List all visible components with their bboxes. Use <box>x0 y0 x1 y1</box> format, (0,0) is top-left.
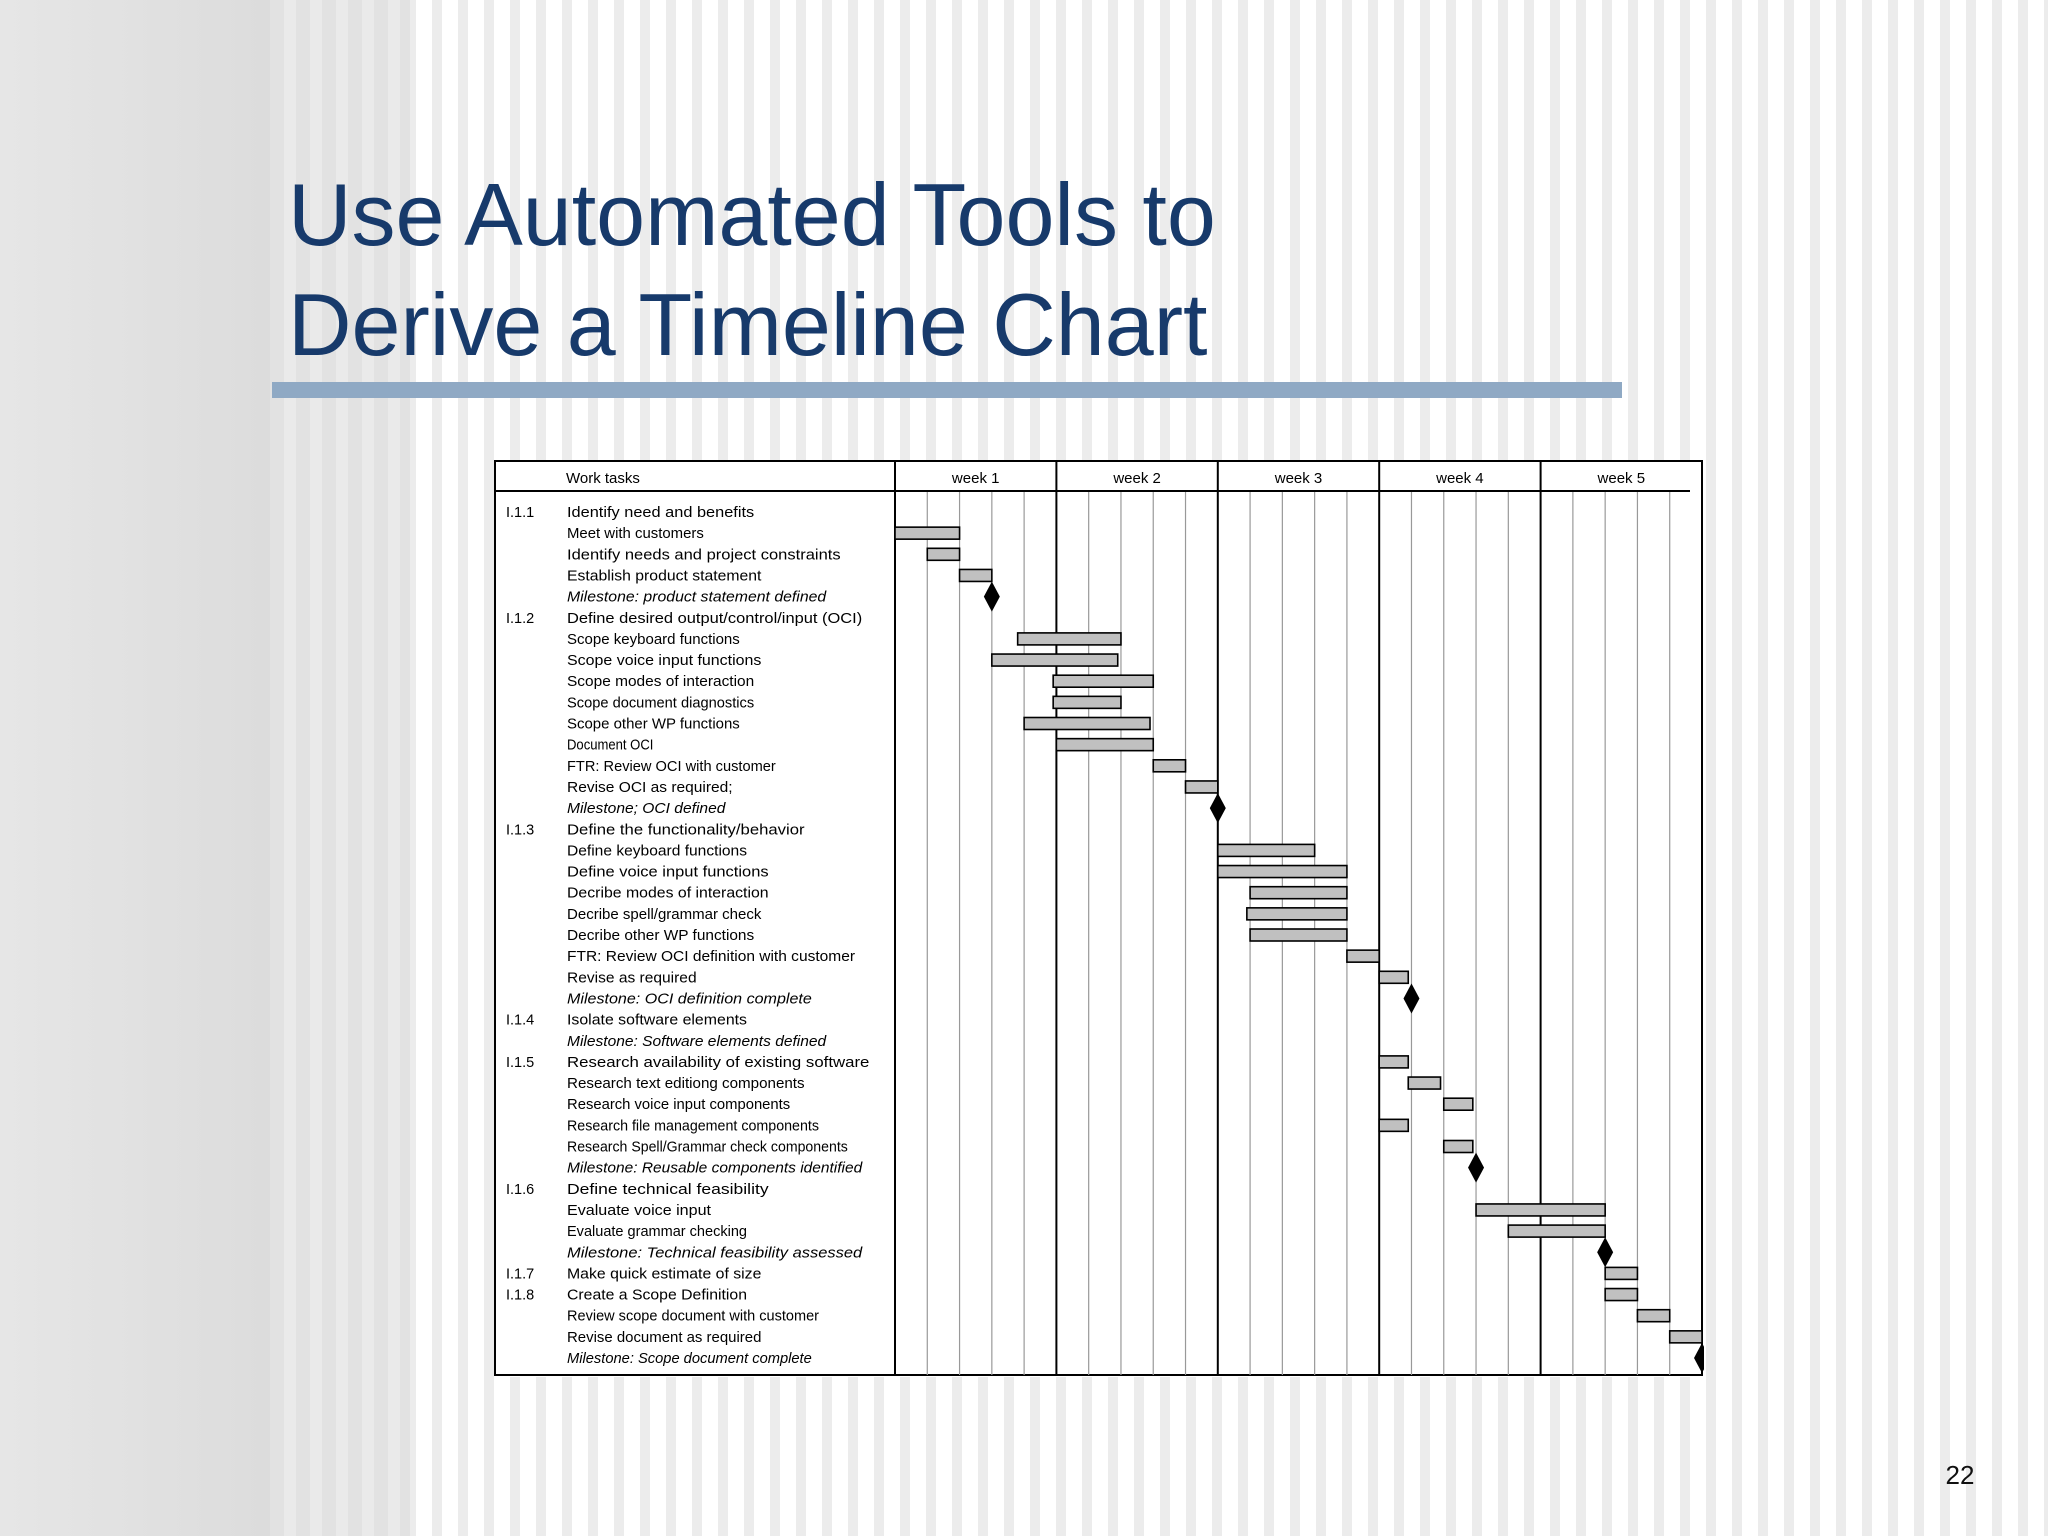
task-bar <box>1637 1310 1669 1322</box>
milestone-label: Milestone: Technical feasibility assessed <box>567 1245 864 1262</box>
task-label: Revise document as required <box>567 1329 762 1346</box>
task-bar <box>992 654 1118 666</box>
milestone-label: Milestone: OCI definition complete <box>567 991 812 1008</box>
week-header-label: week 3 <box>1274 470 1323 487</box>
task-label: Establish product statement <box>567 568 762 585</box>
task-bar <box>960 569 992 581</box>
milestone-label: Milestone: Reusable components identified <box>567 1160 864 1177</box>
task-label: Make quick estimate of size <box>567 1266 762 1283</box>
task-bar <box>895 527 960 539</box>
task-bar <box>1186 781 1218 793</box>
task-bar <box>1605 1267 1637 1279</box>
task-bar <box>1670 1331 1702 1343</box>
task-bar <box>1056 739 1153 751</box>
milestone-label: Milestone: product statement defined <box>567 589 828 606</box>
title-underline <box>272 382 1622 398</box>
task-label: Scope keyboard functions <box>567 631 740 648</box>
task-bar <box>1605 1289 1637 1301</box>
timeline-chart-svg <box>494 460 1704 1377</box>
slide-title-line-1: Use Automated Tools to <box>288 165 1216 264</box>
task-label: Identify need and benefits <box>567 505 755 521</box>
task-bar <box>1053 675 1153 687</box>
task-bar <box>1508 1225 1605 1237</box>
task-label: Scope document diagnostics <box>567 695 755 712</box>
task-id: I.1.3 <box>506 822 535 839</box>
task-label: Research voice input components <box>567 1097 791 1114</box>
task-bar <box>1347 950 1379 962</box>
week-header-label: week 1 <box>951 470 1000 487</box>
task-label: Research file management components <box>567 1118 819 1135</box>
task-label: FTR: Review OCI definition with customer <box>567 949 856 966</box>
task-label: Create a Scope Definition <box>567 1287 747 1304</box>
task-label: Revise as required <box>567 970 697 987</box>
task-bar <box>1379 1119 1408 1131</box>
task-label: Define technical feasibility <box>567 1181 770 1198</box>
task-label: Decribe modes of interaction <box>567 885 769 902</box>
task-id: I.1.4 <box>506 1012 535 1029</box>
task-label: Research text editiong components <box>567 1076 805 1093</box>
task-label: Decribe spell/grammar check <box>567 906 763 923</box>
task-id: I.1.1 <box>506 505 535 521</box>
timeline-chart <box>494 460 1704 1377</box>
task-label: Document OCI <box>567 737 654 754</box>
task-id: I.1.5 <box>506 1054 535 1071</box>
milestone-label: Milestone; OCI defined <box>567 801 727 818</box>
task-label: Meet with customers <box>567 526 704 543</box>
task-id: I.1.2 <box>506 610 535 627</box>
slide-title-line-2: Derive a Timeline Chart <box>288 275 1208 374</box>
task-label: Research availability of existing software <box>567 1054 870 1071</box>
task-bar <box>1250 887 1347 899</box>
task-bar <box>1408 1077 1440 1089</box>
task-label: Define keyboard functions <box>567 843 747 860</box>
task-bar <box>1476 1204 1605 1216</box>
task-bar <box>1218 844 1315 856</box>
week-header-label: week 2 <box>1113 470 1161 487</box>
task-label: Evaluate voice input <box>567 1202 711 1219</box>
task-label: Revise OCI as required; <box>567 779 733 796</box>
header-label-work-tasks: Work tasks <box>566 470 640 487</box>
task-bar <box>1379 1056 1408 1068</box>
task-label: Decribe other WP functions <box>567 928 755 944</box>
task-bar <box>1018 633 1121 645</box>
task-bar <box>1379 971 1408 983</box>
task-bar <box>1247 908 1347 920</box>
task-bar <box>1250 929 1347 941</box>
task-id: I.1.7 <box>506 1266 535 1283</box>
task-label: Scope other WP functions <box>567 716 740 733</box>
task-bar <box>1444 1141 1473 1153</box>
task-bar <box>1024 718 1150 730</box>
task-label: Define desired output/control/input (OCI) <box>567 610 863 627</box>
page-number: 22 <box>1945 1460 1975 1490</box>
task-label: Define the functionality/behavior <box>567 822 805 839</box>
task-label: Scope voice input functions <box>567 653 762 670</box>
task-id: I.1.6 <box>506 1181 535 1198</box>
week-header-label: week 4 <box>1436 470 1484 487</box>
milestone-label: Milestone: Software elements defined <box>567 1033 828 1050</box>
task-label: Evaluate grammar checking <box>567 1224 747 1241</box>
background-band <box>0 0 270 1536</box>
task-bar <box>1153 760 1185 772</box>
task-label: FTR: Review OCI with customer <box>567 758 776 775</box>
task-label: Research Spell/Grammar check components <box>567 1139 848 1156</box>
task-label: Review scope document with customer <box>567 1308 820 1325</box>
task-label: Define voice input functions <box>567 864 769 881</box>
week-header-label: week 5 <box>1597 470 1646 487</box>
task-label: Isolate software elements <box>567 1012 747 1029</box>
milestone-label: Milestone: Scope document complete <box>567 1351 812 1367</box>
task-bar <box>927 548 959 560</box>
task-bar <box>1444 1098 1473 1110</box>
task-label: Scope modes of interaction <box>567 674 755 691</box>
task-bar <box>1053 696 1121 708</box>
task-id: I.1.8 <box>506 1287 535 1304</box>
slide-title <box>288 160 1688 380</box>
task-bar <box>1218 866 1347 878</box>
task-label: Identify needs and project constraints <box>567 547 841 564</box>
